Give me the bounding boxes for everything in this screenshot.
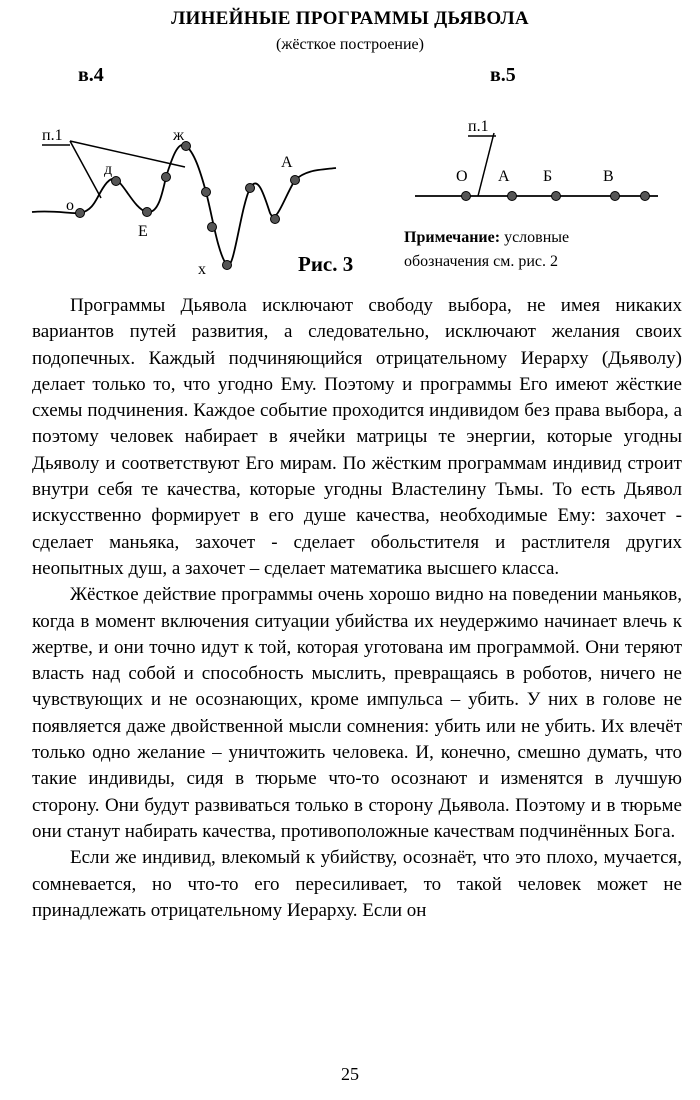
page-number: 25 bbox=[341, 1064, 359, 1084]
point-x bbox=[223, 261, 232, 270]
paragraph: Программы Дьявола исключают свободу выбора, не имея никаких вариантов путей развития, а следовательно, исключают желания своих подопечных. Каждый подчиняющийся отрицательному Иерарху (Дьяволу) делает только то, что угодно Ему. Поэтому и программы Его имеют жёсткие схемы подчинения. Каждое событие проходится индивидом без права выбора, а поэтому человек набирает в ячейки матрицы те энергии, которые угодны Дьяволу и соответствуют Его мирам. По жёстким программам индивид строит внутри себя те качества, которые угодны Властелину Тьмы. То есть Дьявол искусственно формирует в его душе качества, необходимые Ему: захочет - сделает маньяка, захочет - сделает обольстителя и растлителя других неопытных душ, а захочет – сделает математика высшего класса. bbox=[32, 295, 682, 579]
point-v-right bbox=[611, 192, 620, 201]
label-b-right: Б bbox=[543, 168, 553, 185]
label-v-right: В bbox=[603, 168, 614, 185]
point-mid bbox=[162, 173, 171, 182]
note-label: Примечание: bbox=[404, 229, 501, 246]
variant-label-right: в.5 bbox=[490, 64, 516, 86]
note-text: условные обозначения см. рис. 2 bbox=[404, 229, 570, 270]
diagram-left bbox=[32, 127, 336, 278]
label-e-left: Е bbox=[138, 223, 148, 240]
paragraph: Жёсткое действие программы очень хорошо видно на поведении маньяков, когда в момент включения ситуации убийства их неудержимо начинает влечь к жертве, и они точно идут к той, которая уготована им программой. Они теряют власть над собой и способность мыслить, превращаясь в роботов, ничего не чувствующих и не осознающих, кроме импульса – убить. У них в голове не появляется даже двойственной мысли сомнения: убить или не убить. Их влечёт только одно желание – уничтожить человека. И, конечно, смешно думать, что такие индивиды, сидя в тюрьме что-то осознают и изменятся в лучшую сторону. Они будут развиваться только в сторону Дьявола. Поэтому и в тюрьме они станут набирать качества, противоположные качествам подчинённых Бога. bbox=[32, 584, 682, 842]
label-o-left: о bbox=[66, 197, 74, 214]
p1-line-to-path-left bbox=[70, 141, 101, 198]
label-zh-left: ж bbox=[173, 127, 185, 144]
point-mid5 bbox=[271, 215, 280, 224]
label-a-left: А bbox=[281, 154, 293, 171]
diagram-right bbox=[415, 118, 658, 201]
label-d-left: д bbox=[104, 161, 113, 178]
point-mid2 bbox=[202, 188, 211, 197]
point-b-right bbox=[552, 192, 561, 201]
label-a-right: А bbox=[498, 168, 510, 185]
page-title: ЛИНЕЙНЫЕ ПРОГРАММЫ ДЬЯВОЛА bbox=[171, 8, 529, 29]
page-subtitle: (жёсткое построение) bbox=[276, 36, 424, 53]
point-a bbox=[291, 176, 300, 185]
point-end-right bbox=[641, 192, 650, 201]
point-mid3 bbox=[208, 223, 217, 232]
label-p1-right: п.1 bbox=[468, 118, 489, 135]
label-p1-left: п.1 bbox=[42, 127, 63, 144]
variant-label-left: в.4 bbox=[78, 64, 104, 86]
point-e bbox=[143, 208, 152, 217]
figure-note bbox=[404, 226, 644, 274]
p1-line-right bbox=[478, 133, 494, 196]
point-mid4 bbox=[246, 184, 255, 193]
point-o-right bbox=[462, 192, 471, 201]
figure-caption: Рис. 3 bbox=[298, 252, 354, 276]
p1-line-to-zh-left bbox=[70, 141, 185, 167]
body-text bbox=[32, 293, 682, 924]
label-x-left: х bbox=[198, 261, 206, 278]
label-o-right: О bbox=[456, 168, 468, 185]
point-o bbox=[76, 209, 85, 218]
paragraph: Если же индивид, влекомый к убийству, осознаёт, что это плохо, мучается, сомневается, но что-то его пересиливает, то такой человек может не принадлежать отрицательному Иерарху. Если он bbox=[32, 847, 682, 921]
point-a-right bbox=[508, 192, 517, 201]
point-d bbox=[112, 177, 121, 186]
